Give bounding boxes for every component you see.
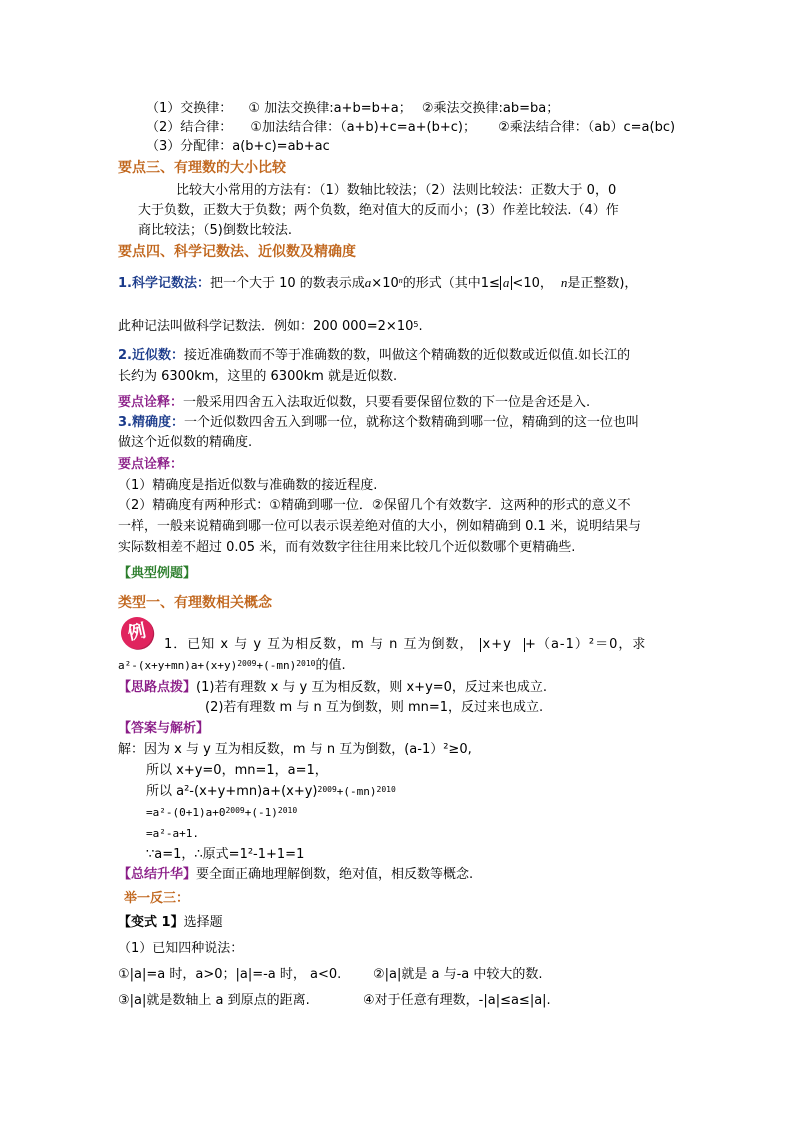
variant-options-row2	[118, 992, 551, 1010]
solution-line3	[146, 783, 396, 801]
point3-line2: 大于负数，正数大于负数；两个负数，绝对值大的反而小；(3）作差比较法.（4）作	[138, 203, 619, 218]
sci-n: n	[398, 276, 403, 285]
variant-line	[118, 914, 223, 932]
approx-label: 2.近似数：	[118, 348, 184, 363]
option1: ①|a|=a 时，a>0；|a|=-a 时， a<0.	[118, 967, 342, 982]
sci-example-value: 2×10	[377, 319, 414, 334]
abs-bar	[500, 276, 513, 290]
note2-line3: 一样，一般来说精确到哪一位可以表示误差绝对值的大小，例如精确到 0.1 米，说明结果与	[118, 519, 641, 534]
sol4-exp2: 2010	[277, 806, 298, 815]
sol3-exp1: 2009	[317, 785, 337, 794]
point3-heading: 要点三、有理数的大小比较	[118, 160, 286, 176]
q1-exp1: 2009	[237, 659, 257, 668]
solution-line2: 所以 x+y=0，mn=1，a=1，	[146, 763, 328, 778]
option4: ④对于任意有理数，-|a|≤a≤|a|.	[363, 993, 551, 1008]
commutative-label: （1）交换律：	[146, 101, 233, 116]
question1-line1	[164, 636, 646, 654]
q1-text2c: 的值.	[315, 658, 346, 673]
option3: ③|a|就是数轴上 a 到原点的距离.	[118, 993, 310, 1008]
sci-text1: 把一个大于 10 的数表示成	[209, 276, 365, 291]
approx-line1	[118, 347, 630, 365]
associative-add: ①加法结合律：（a+b)+c=a+(b+c)；	[250, 120, 476, 135]
question1-line2	[118, 657, 346, 675]
sol3-exp2: 2010	[376, 785, 396, 794]
sci-text2: 的形式（其中	[402, 276, 481, 291]
q1-abs-text: x+y	[482, 637, 512, 652]
precision-line1	[118, 414, 639, 432]
solution-line5: =a²-a+1.	[146, 827, 199, 840]
precision-text1: 一个近似数四舍五入到哪一位，就称这个数精确到哪一位，精确到的这一位也叫	[183, 415, 639, 430]
note2-line4: 实际数相差不超过 0.05 米，而有效数字往往用来比较几个近似数哪个更精确些.	[118, 540, 576, 555]
answer-label: 【答案与解析】	[118, 721, 210, 736]
sci-notation-label: 1.科学记数法：	[118, 276, 210, 291]
note1-label: 要点诠释：	[118, 395, 184, 410]
summary-text: 要全面正确地理解倒数，绝对值，相反数等概念.	[196, 867, 474, 882]
option2: ②|a|就是 a 与-a 中较大的数.	[373, 967, 543, 982]
approx-text1: 接近准确数而不等于准确数的数，叫做这个精确数的近似数或近似值.如长江的	[183, 348, 631, 363]
summary-line	[118, 866, 473, 884]
associative-law-line	[146, 119, 675, 137]
variant-label: 【变式 1】	[118, 915, 184, 930]
solution-line6: ∵a=1，∴原式=1²-1+1=1	[146, 847, 305, 862]
hint1: (1)若有理数 x 与 y 互为相反数，则 x+y=0，反过来也成立.	[196, 680, 548, 695]
point3-line1: 比较大小常用的方法有：（1）数轴比较法；（2）法则比较法：正数大于 0，0	[176, 183, 617, 198]
sci-example-exp: 5	[413, 320, 419, 329]
variant-text: 选择题	[183, 915, 223, 930]
solution-line4	[146, 804, 297, 822]
point3-line3: 商比较法；（5)倒数比较法.	[138, 223, 292, 238]
sci-notation-line	[118, 274, 637, 293]
precision-label: 3.精确度：	[118, 415, 184, 430]
solution-line1: 解：因为 x 与 y 互为相反数，m 与 n 互为倒数，(a-1）²≥0,	[118, 742, 472, 757]
q1-abs	[480, 638, 526, 652]
sci-cond-a: a	[502, 275, 510, 290]
sci-cond2: <10，	[512, 276, 553, 291]
sci-example: 此种记法叫做科学记数法．例如：200 000=	[118, 319, 378, 334]
q1-text1b: +（a-1）²＝0，求	[525, 637, 647, 652]
associative-label: （2）结合律：	[146, 120, 233, 135]
sci-a: a	[364, 275, 372, 290]
sol4-exp1: 2009	[225, 806, 245, 815]
commutative-mul: ②乘法交换律:ab=ba；	[421, 101, 560, 116]
approx-line2: 长约为 6300km，这里的 6300km 就是近似数.	[118, 369, 398, 384]
variant-options-row1	[118, 966, 543, 984]
sol4-text: =a²-(0+1)a+0	[146, 806, 226, 819]
q1-text2: a²-(x+y+mn)a+(x+y)	[118, 659, 238, 672]
note1-line	[118, 394, 590, 412]
distributive-law: （3）分配律：a(b+c)=ab+ac	[146, 139, 330, 154]
commutative-add: ① 加法交换律:a+b=b+a；	[248, 101, 412, 116]
sol3-text-b: +(-mn)	[336, 785, 377, 798]
note1-text: 一般采用四舍五入法取近似数，只要看要保留位数的下一位是舍还是入.	[183, 395, 591, 410]
note2-line2: （2）精确度有两种形式：①精确到哪一位．②保留几个有效数字．这两种的形式的意义不	[118, 498, 631, 513]
note2-label: 要点诠释：	[118, 457, 184, 472]
associative-mul: ②乘法结合律：（ab）c=a(bc)	[498, 120, 676, 135]
typical-examples-heading: 【典型例题】	[118, 566, 197, 581]
sci-times: ×10	[371, 276, 399, 291]
sol3-text: 所以 a²-(x+y+mn)a+(x+y)	[146, 784, 318, 799]
precision-line2: 做这个近似数的精确度.	[118, 435, 253, 450]
example-badge-icon: 例	[118, 614, 156, 652]
sci-cond1: 1≤	[480, 276, 500, 291]
sci-text3: 是正整数)，	[567, 276, 638, 291]
summary-label: 【总结升华】	[118, 867, 197, 882]
q1-text2b: +(-mn)	[256, 659, 297, 672]
q1-exp2: 2010	[296, 659, 316, 668]
hint2: (2)若有理数 m 与 n 互为倒数，则 mn=1，反过来也成立.	[205, 700, 544, 715]
point4-heading: 要点四、科学记数法、近似数及精确度	[118, 244, 356, 260]
variant-q1: （1）已知四种说法：	[118, 941, 244, 956]
practice-heading: 举一反三：	[124, 891, 190, 906]
hint-label: 【思路点拨】	[118, 680, 197, 695]
sci-cond-n: n	[560, 275, 568, 290]
q1-text1: 1．已知 x 与 y 互为相反数，m 与 n 互为倒数，	[164, 637, 474, 652]
commutative-law-line	[146, 100, 559, 118]
sol4-text-b: +(-1)	[244, 806, 278, 819]
sci-example-line: 此种记法叫做科学记数法．例如：200 $000=2\times 10^5$.	[118, 319, 423, 334]
type1-heading: 类型一、有理数相关概念	[118, 595, 272, 611]
hint-line1	[118, 679, 547, 697]
note2-line1: （1）精确度是指近似数与准确数的接近程度.	[118, 478, 378, 493]
